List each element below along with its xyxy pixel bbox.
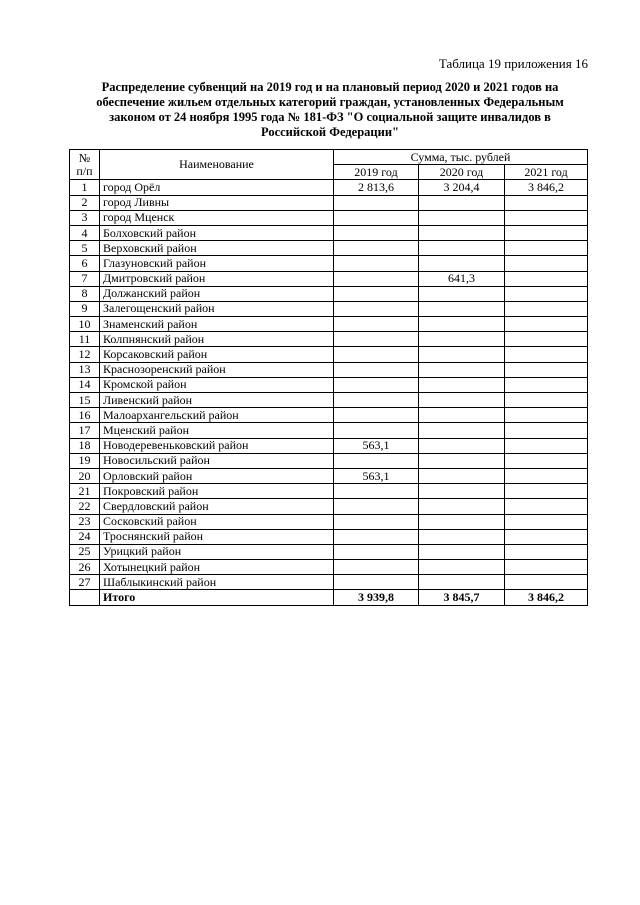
- table-row: [70, 286, 588, 301]
- row-2021: [505, 377, 588, 392]
- row-num: 17: [70, 423, 100, 438]
- row-num: 10: [70, 317, 100, 332]
- row-num: 16: [70, 408, 100, 423]
- row-2020: [419, 286, 505, 301]
- row-2021: [505, 301, 588, 316]
- row-name: Троснянский район: [100, 529, 334, 544]
- row-2021: 3 846,2: [505, 180, 588, 195]
- row-num: 1: [70, 180, 100, 195]
- row-num: 13: [70, 362, 100, 377]
- table-row: [70, 453, 588, 468]
- row-2019: [334, 210, 419, 225]
- table-row: [70, 180, 588, 195]
- table-row: [70, 544, 588, 559]
- row-name: Краснозоренский район: [100, 362, 334, 377]
- table-row: [70, 347, 588, 362]
- row-2020: [419, 225, 505, 240]
- total-2021: 3 846,2: [505, 590, 588, 605]
- row-2021: [505, 195, 588, 210]
- row-2021: [505, 225, 588, 240]
- row-2021: [505, 347, 588, 362]
- row-name: Свердловский район: [100, 499, 334, 514]
- row-num: 15: [70, 393, 100, 408]
- table-row: [70, 225, 588, 240]
- row-2021: [505, 468, 588, 483]
- row-2021: [505, 453, 588, 468]
- row-2020: [419, 241, 505, 256]
- header-sum: Сумма, тыс. рублей: [334, 150, 588, 165]
- row-name: Ливенский район: [100, 393, 334, 408]
- row-2019: [334, 393, 419, 408]
- subsidy-table: [69, 149, 588, 606]
- table-row: [70, 514, 588, 529]
- row-name: Урицкий район: [100, 544, 334, 559]
- row-2020: [419, 560, 505, 575]
- row-name: Хотынецкий район: [100, 560, 334, 575]
- table-row: [70, 195, 588, 210]
- row-2019: [334, 377, 419, 392]
- row-name: Новосильский район: [100, 453, 334, 468]
- row-num: 7: [70, 271, 100, 286]
- row-num: 11: [70, 332, 100, 347]
- row-2019: 563,1: [334, 468, 419, 483]
- row-2020: 3 204,4: [419, 180, 505, 195]
- row-2020: [419, 210, 505, 225]
- row-num: 25: [70, 544, 100, 559]
- row-name: Дмитровский район: [100, 271, 334, 286]
- row-name: Колпнянский район: [100, 332, 334, 347]
- table-row: [70, 301, 588, 316]
- row-2021: [505, 544, 588, 559]
- row-num: 14: [70, 377, 100, 392]
- row-num: 26: [70, 560, 100, 575]
- row-name: Мценский район: [100, 423, 334, 438]
- row-num: 22: [70, 499, 100, 514]
- row-2019: [334, 332, 419, 347]
- row-2020: [419, 393, 505, 408]
- total-label: Итого: [100, 590, 334, 605]
- row-2020: 641,3: [419, 271, 505, 286]
- row-2020: [419, 529, 505, 544]
- row-num: 18: [70, 438, 100, 453]
- row-name: Знаменский район: [100, 317, 334, 332]
- row-name: Кромской район: [100, 377, 334, 392]
- row-2021: [505, 286, 588, 301]
- row-2019: [334, 453, 419, 468]
- row-num: 8: [70, 286, 100, 301]
- row-num: 23: [70, 514, 100, 529]
- row-name: Глазуновский район: [100, 256, 334, 271]
- annex-label: Таблица 19 приложения 16: [438, 56, 588, 71]
- row-2019: [334, 499, 419, 514]
- row-num: 27: [70, 575, 100, 590]
- table-row: [70, 256, 588, 271]
- row-num: 4: [70, 225, 100, 240]
- row-2019: [334, 484, 419, 499]
- row-num: 21: [70, 484, 100, 499]
- row-2019: [334, 347, 419, 362]
- row-2019: [334, 423, 419, 438]
- row-num: 9: [70, 301, 100, 316]
- row-2019: [334, 544, 419, 559]
- header-num: № п/п: [70, 150, 100, 180]
- row-2021: [505, 514, 588, 529]
- row-2020: [419, 544, 505, 559]
- row-name: город Мценск: [100, 210, 334, 225]
- header-2020: 2020 год: [419, 165, 505, 180]
- row-2021: [505, 256, 588, 271]
- row-name: Новодеревеньковский район: [100, 438, 334, 453]
- table-row: [70, 423, 588, 438]
- table-row: [70, 377, 588, 392]
- row-2019: [334, 560, 419, 575]
- row-2021: [505, 332, 588, 347]
- row-2019: [334, 514, 419, 529]
- row-2021: [505, 529, 588, 544]
- table-row: [70, 317, 588, 332]
- row-2020: [419, 438, 505, 453]
- row-2021: [505, 560, 588, 575]
- row-2021: [505, 317, 588, 332]
- row-num: 12: [70, 347, 100, 362]
- table-row: [70, 438, 588, 453]
- row-2020: [419, 301, 505, 316]
- row-2020: [419, 423, 505, 438]
- table-row: [70, 210, 588, 225]
- row-2019: [334, 529, 419, 544]
- table-row: [70, 393, 588, 408]
- document-title: Распределение субвенций на 2019 год и на плановый период 2020 и 2021 годов на обеспечение жильем отдельных категорий граждан, установленных Федеральным законом от 24 ноября 1995 года № 181-ФЗ "О социальной защите инвалидов в Российской Федерации": [96, 80, 564, 139]
- row-2019: [334, 225, 419, 240]
- row-2020: [419, 514, 505, 529]
- row-2019: [334, 362, 419, 377]
- row-name: Залегощенский район: [100, 301, 334, 316]
- row-2019: [334, 301, 419, 316]
- table-row: [70, 468, 588, 483]
- row-2020: [419, 575, 505, 590]
- row-2019: [334, 241, 419, 256]
- row-2019: 2 813,6: [334, 180, 419, 195]
- row-2020: [419, 453, 505, 468]
- table-row: [70, 241, 588, 256]
- table-row: [70, 408, 588, 423]
- row-name: Сосковский район: [100, 514, 334, 529]
- row-2019: [334, 271, 419, 286]
- row-2019: 563,1: [334, 438, 419, 453]
- row-2021: [505, 210, 588, 225]
- table-row: [70, 560, 588, 575]
- row-2019: [334, 317, 419, 332]
- row-num: 3: [70, 210, 100, 225]
- table-row: [70, 362, 588, 377]
- row-2020: [419, 468, 505, 483]
- row-2020: [419, 347, 505, 362]
- row-2019: [334, 408, 419, 423]
- table-row: [70, 529, 588, 544]
- row-2020: [419, 195, 505, 210]
- row-name: Малоархангельский район: [100, 408, 334, 423]
- row-name: город Орёл: [100, 180, 334, 195]
- row-name: Болховский район: [100, 225, 334, 240]
- row-num: 20: [70, 468, 100, 483]
- table-row: [70, 499, 588, 514]
- row-name: Покровский район: [100, 484, 334, 499]
- row-name: Верховский район: [100, 241, 334, 256]
- header-name: Наименование: [100, 150, 334, 180]
- total-2019: 3 939,8: [334, 590, 419, 605]
- row-2019: [334, 286, 419, 301]
- row-name: Шаблыкинский район: [100, 575, 334, 590]
- row-2021: [505, 241, 588, 256]
- table-row: [70, 575, 588, 590]
- row-num: 24: [70, 529, 100, 544]
- row-num: 2: [70, 195, 100, 210]
- row-2020: [419, 256, 505, 271]
- row-2019: [334, 195, 419, 210]
- row-2020: [419, 362, 505, 377]
- row-name: Орловский район: [100, 468, 334, 483]
- header-2021: 2021 год: [505, 165, 588, 180]
- total-row: [70, 590, 588, 605]
- row-2021: [505, 575, 588, 590]
- row-2020: [419, 484, 505, 499]
- row-2021: [505, 362, 588, 377]
- row-num: 19: [70, 453, 100, 468]
- row-2020: [419, 408, 505, 423]
- row-2020: [419, 317, 505, 332]
- total-2020: 3 845,7: [419, 590, 505, 605]
- row-2021: [505, 271, 588, 286]
- row-2020: [419, 377, 505, 392]
- total-num: [70, 590, 100, 605]
- table-row: [70, 332, 588, 347]
- row-2021: [505, 438, 588, 453]
- row-2021: [505, 423, 588, 438]
- row-2019: [334, 256, 419, 271]
- row-2021: [505, 484, 588, 499]
- row-2021: [505, 408, 588, 423]
- row-name: город Ливны: [100, 195, 334, 210]
- row-2019: [334, 575, 419, 590]
- row-name: Корсаковский район: [100, 347, 334, 362]
- row-num: 6: [70, 256, 100, 271]
- table-row: [70, 271, 588, 286]
- row-2021: [505, 393, 588, 408]
- row-2021: [505, 499, 588, 514]
- row-2020: [419, 332, 505, 347]
- table-row: [70, 484, 588, 499]
- row-2020: [419, 499, 505, 514]
- row-name: Должанский район: [100, 286, 334, 301]
- row-num: 5: [70, 241, 100, 256]
- header-2019: 2019 год: [334, 165, 419, 180]
